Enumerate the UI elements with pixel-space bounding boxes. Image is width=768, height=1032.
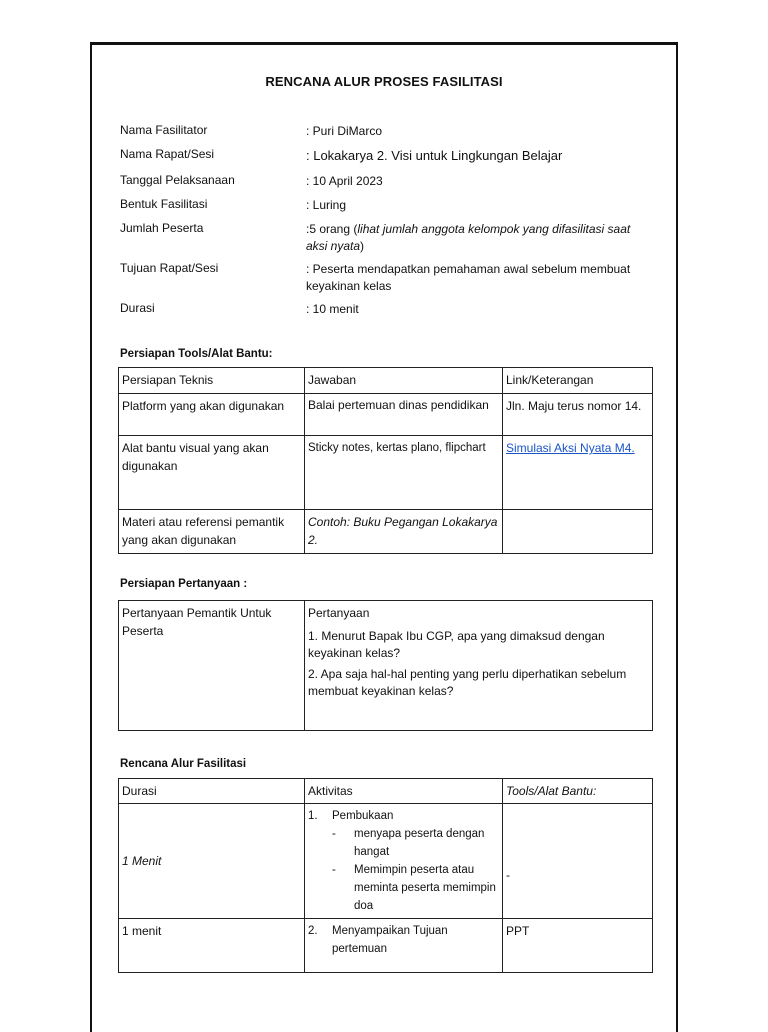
table-cell: 1 menit xyxy=(119,919,305,973)
table-header-cell: Tools/Alat Bantu: xyxy=(503,779,653,804)
table-cell xyxy=(305,919,503,973)
table-row xyxy=(119,368,653,394)
table-cell xyxy=(503,510,653,554)
list-item: 2. Menyampaikan Tujuan pertemuan xyxy=(308,925,448,955)
info-label: Nama Fasilitator xyxy=(120,123,208,137)
info-label: Bentuk Fasilitasi xyxy=(120,197,208,211)
info-label: Durasi xyxy=(120,301,155,315)
tools-heading: Persiapan Tools/Alat Bantu: xyxy=(120,348,273,360)
table-cell: Alat bantu visual yang akan digunakan xyxy=(119,436,305,510)
info-label: Jumlah Peserta xyxy=(120,221,204,235)
table-cell: 1 Menit xyxy=(119,804,305,919)
flow-table xyxy=(118,778,653,973)
table-row xyxy=(119,919,653,973)
document-title: RENCANA ALUR PROSES FASILITASI xyxy=(265,74,503,89)
list-item: - Memimpin peserta atau meminta peserta memimpin doa xyxy=(332,864,496,912)
question-item: 1. Menurut Bapak Ibu CGP, apa yang dimaksud dengan keyakinan kelas? xyxy=(308,629,605,660)
table-cell: Materi atau referensi pemantik yang akan digunakan xyxy=(119,510,305,554)
table-header-cell: Aktivitas xyxy=(305,779,503,804)
question-item: 2. Apa saja hal-hal penting yang perlu diperhatikan sebelum membuat keyakinan kelas? xyxy=(308,667,627,698)
info-value: : 10 menit xyxy=(306,302,359,316)
questions-header: Pertanyaan xyxy=(308,606,370,620)
table-cell: Jln. Maju terus nomor 14. xyxy=(503,394,653,436)
tools-table xyxy=(118,367,653,554)
table-cell: Contoh: Buku Pegangan Lokakarya 2. xyxy=(305,510,503,554)
info-value: :5 orang (lihat jumlah anggota kelompok yang difasilitasi saat aksi nyata) xyxy=(306,222,631,253)
flow-heading: Rencana Alur Fasilitasi xyxy=(120,758,247,770)
info-value: : Lokakarya 2. Visi untuk Lingkungan Belajar xyxy=(306,148,563,163)
table-header-cell: Durasi xyxy=(119,779,305,804)
questions-heading: Persiapan Pertanyaan : xyxy=(120,578,248,590)
info-label: Tanggal Pelaksanaan xyxy=(120,173,235,187)
simulasi-link[interactable]: Simulasi Aksi Nyata M4. xyxy=(506,441,635,455)
info-value: : 10 April 2023 xyxy=(306,174,383,188)
table-cell: Pertanyaan Pemantik Untuk Peserta xyxy=(119,601,305,731)
info-value: : Luring xyxy=(306,198,347,212)
list-item: - menyapa peserta dengan hangat xyxy=(332,828,485,858)
table-header-cell: Link/Keterangan xyxy=(503,368,653,394)
info-value: : Puri DiMarco xyxy=(306,124,383,138)
document-page xyxy=(90,42,678,1032)
table-cell xyxy=(305,601,653,731)
info-label: Tujuan Rapat/Sesi xyxy=(120,261,219,275)
table-cell xyxy=(305,804,503,919)
table-cell: Platform yang akan digunakan xyxy=(119,394,305,436)
table-row xyxy=(119,436,653,510)
info-value: : Peserta mendapatkan pemahaman awal sebelum membuat keyakinan kelas xyxy=(306,262,631,293)
list-item: 1. Pembukaan xyxy=(308,810,394,822)
table-row xyxy=(119,510,653,554)
table-row xyxy=(119,804,653,919)
table-row xyxy=(119,394,653,436)
table-cell: Balai pertemuan dinas pendidikan xyxy=(305,394,503,436)
table-cell: PPT xyxy=(503,919,653,973)
table-cell: - xyxy=(503,804,653,919)
table-header-cell: Persiapan Teknis xyxy=(119,368,305,394)
table-cell: Sticky notes, kertas plano, flipchart xyxy=(305,436,503,510)
table-row xyxy=(119,601,653,731)
table-cell xyxy=(503,436,653,510)
table-row xyxy=(119,779,653,804)
questions-table xyxy=(118,600,653,731)
info-label: Nama Rapat/Sesi xyxy=(120,147,215,161)
table-header-cell: Jawaban xyxy=(305,368,503,394)
